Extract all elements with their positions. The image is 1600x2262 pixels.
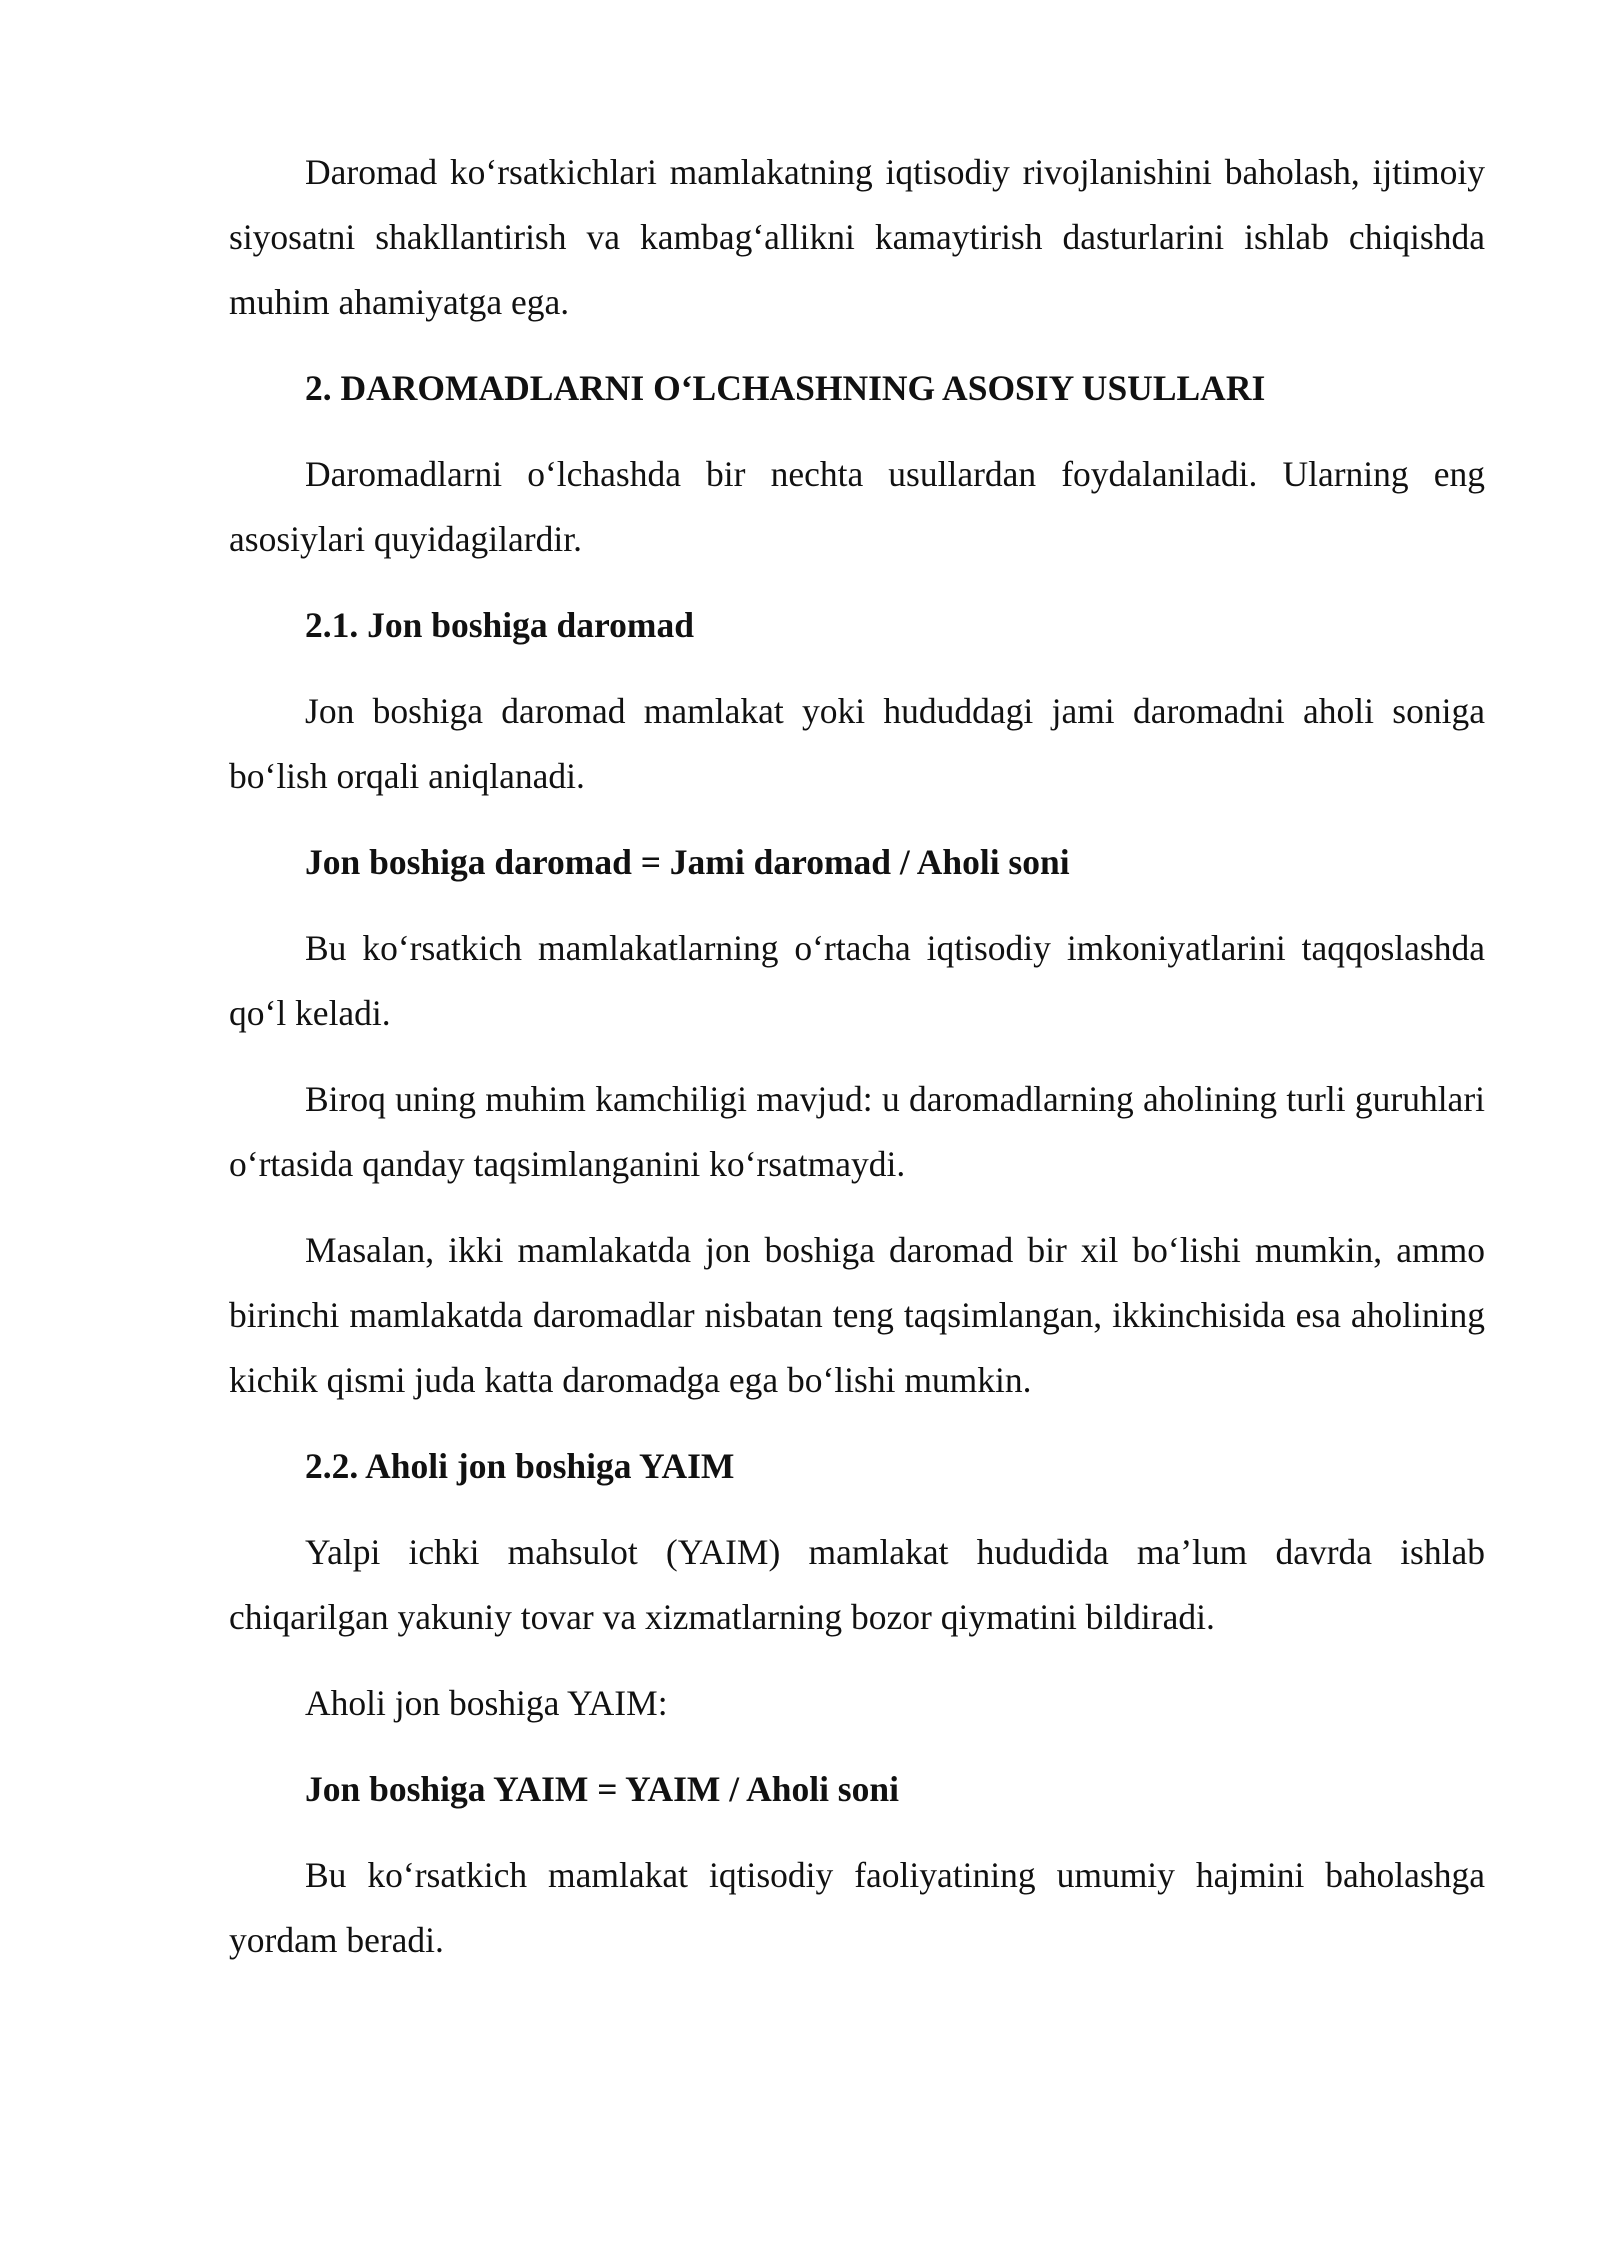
section-heading-2: 2. DAROMADLARNI O‘LCHASHNING ASOSIY USULLARI xyxy=(305,368,1266,408)
formula-per-capita-income: Jon boshiga daromad = Jami daromad / Aholi soni xyxy=(305,842,1070,882)
paragraph-methods: Daromadlarni o‘lchashda bir nechta usullardan foydalaniladi. Ularning eng asosiylari quyidagilardir. xyxy=(229,454,1485,559)
document-page xyxy=(229,140,1485,1994)
subsection-heading-2-2: 2.2. Aholi jon boshiga YAIM xyxy=(305,1446,735,1486)
paragraph-gdp-definition: Yalpi ichki mahsulot (YAIM) mamlakat hududida ma’lum davrda ishlab chiqarilgan yakuniy tovar va xizmatlarning bozor qiymatini bildiradi. xyxy=(229,1532,1485,1637)
paragraph-comparison: Bu ko‘rsatkich mamlakatlarning o‘rtacha iqtisodiy imkoniyatlarini taqqoslashda qo‘l keladi. xyxy=(229,928,1485,1033)
paragraph-gdp-purpose: Bu ko‘rsatkich mamlakat iqtisodiy faoliyatining umumiy hajmini baholashga yordam beradi. xyxy=(229,1855,1485,1960)
paragraph-intro: Daromad ko‘rsatkichlari mamlakatning iqtisodiy rivojlanishini baholash, ijtimoiy siyosatni shakllantirish va kambag‘allikni kamaytirish dasturlarini ishlab chiqishda muhim ahamiyatga ega. xyxy=(229,152,1485,322)
paragraph-per-capita-definition: Jon boshiga daromad mamlakat yoki hududdagi jami daromadni aholi soniga bo‘lish orqali aniqlanadi. xyxy=(229,691,1485,796)
subsection-heading-2-1: 2.1. Jon boshiga daromad xyxy=(305,605,694,645)
paragraph-gdp-per-capita-intro: Aholi jon boshiga YAIM: xyxy=(305,1683,668,1723)
paragraph-drawback: Biroq uning muhim kamchiligi mavjud: u daromadlarning aholining turli guruhlari o‘rtasida qanday taqsimlanganini ko‘rsatmaydi. xyxy=(229,1079,1485,1184)
paragraph-example: Masalan, ikki mamlakatda jon boshiga daromad bir xil bo‘lishi mumkin, ammo birinchi mamlakatda daromadlar nisbatan teng taqsimlangan, ikkinchisida esa aholining kichik qismi juda katta daromadga ega bo‘lishi mumkin. xyxy=(229,1230,1485,1400)
formula-gdp-per-capita: Jon boshiga YAIM = YAIM / Aholi soni xyxy=(305,1769,899,1809)
